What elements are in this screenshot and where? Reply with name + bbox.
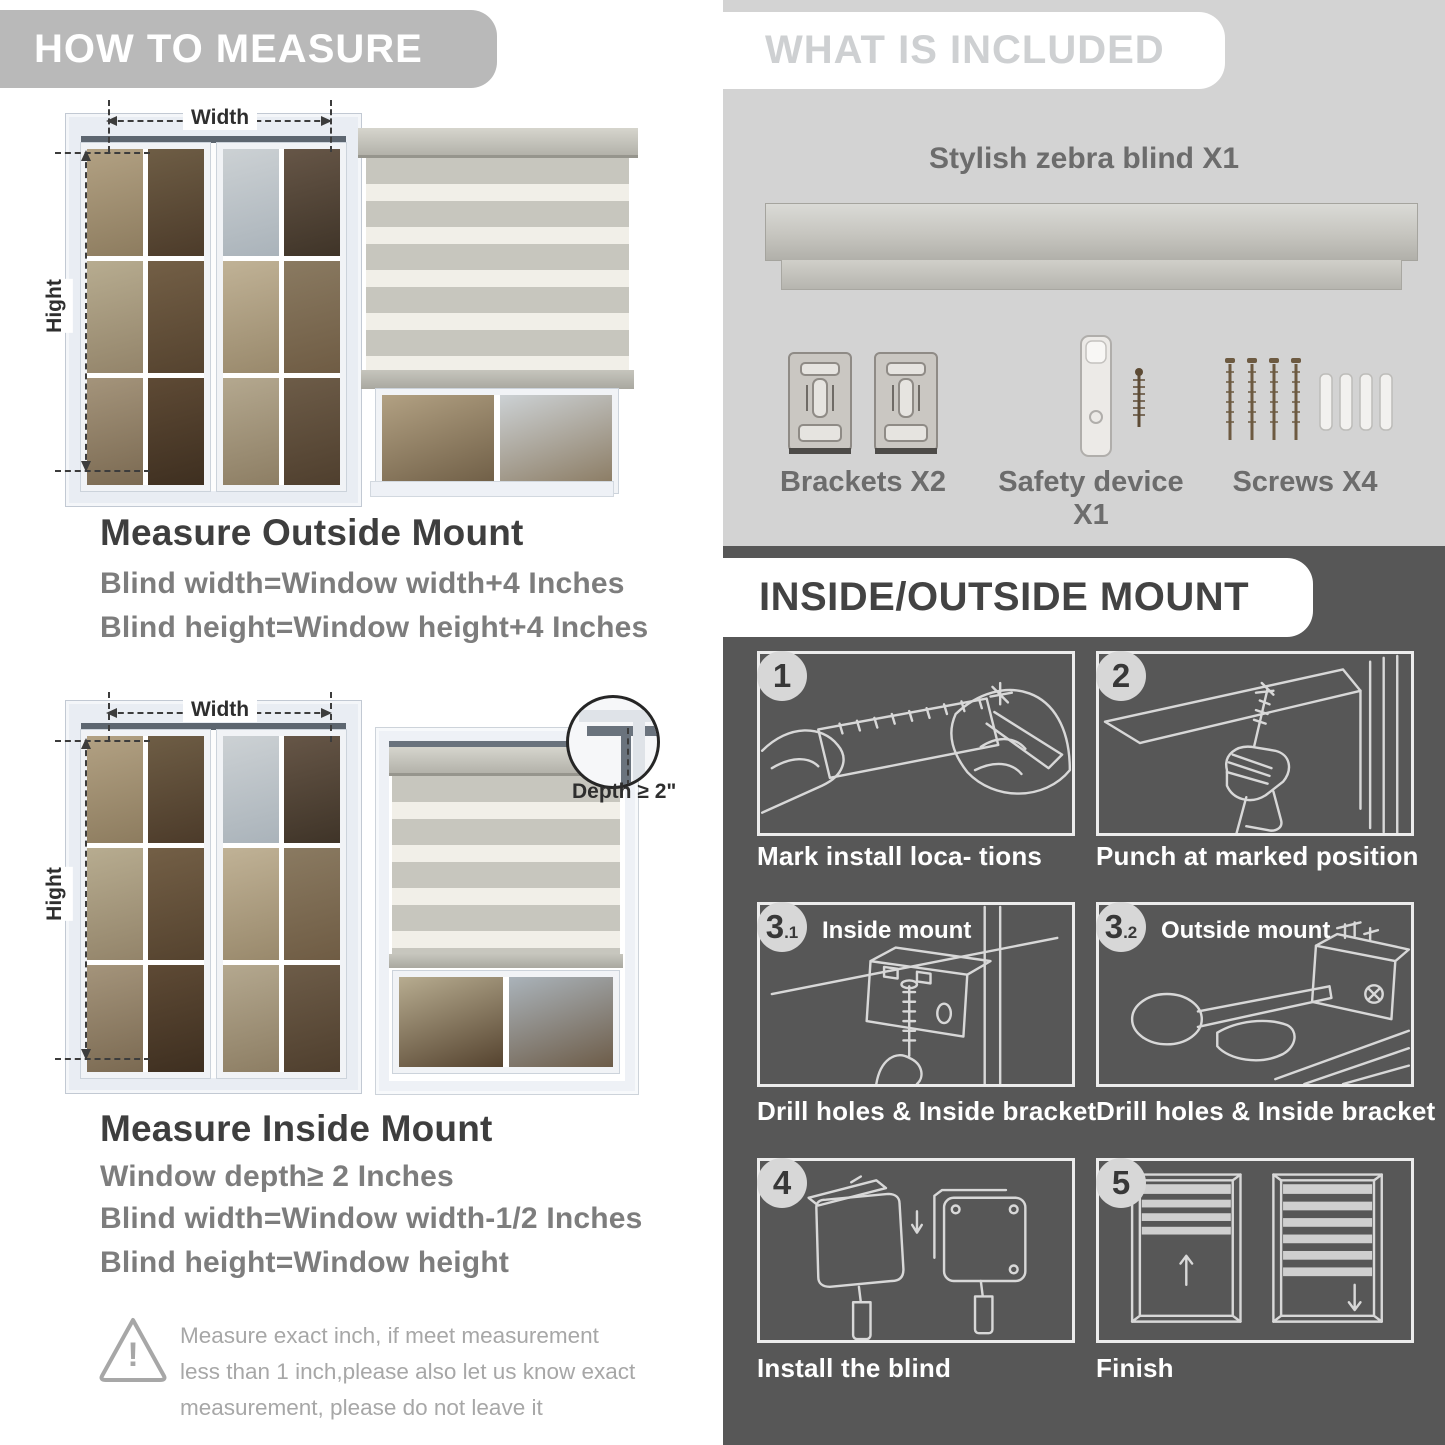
outside-mount-title: Measure Outside Mount	[100, 512, 524, 553]
step-5-badge: 5	[1096, 1158, 1146, 1208]
warning-text: Measure exact inch, if meet measurement less than 1 inch,please also let us know exact measurement, please do not leave it	[180, 1323, 636, 1420]
inside-outside-mount-section	[723, 546, 1445, 1445]
step-3-1-title: Inside mount	[822, 917, 972, 944]
hight-label-outside: Hight	[37, 279, 73, 333]
hight-arrow-outside	[85, 152, 87, 470]
depth-label: Depth ≥ 2"	[572, 780, 677, 803]
step-2-panel	[1096, 651, 1414, 836]
window-sash-right	[217, 730, 346, 1078]
safety-device-icon	[1053, 332, 1173, 462]
window-below-blind	[376, 389, 618, 493]
step-1-badge: 1	[757, 651, 807, 701]
hight-label-inside: Hight	[37, 867, 73, 921]
mount-section-header	[723, 558, 1313, 637]
hight-tick-top	[55, 740, 150, 742]
width-tick-left	[108, 100, 110, 152]
svg-text:!: !	[127, 1336, 139, 1374]
window-sash-left	[81, 730, 210, 1078]
window-sill	[370, 481, 614, 497]
hight-tick-bottom	[55, 470, 150, 472]
step-2-badge: 2	[1096, 651, 1146, 701]
depth-magnifier-icon	[566, 695, 660, 789]
window-panes	[81, 136, 346, 491]
drill-illustration	[1099, 654, 1411, 833]
step-3-1-panel	[757, 902, 1075, 1087]
inside-mount-rule-depth: Window depth≥ 2 Inches	[100, 1160, 454, 1193]
zebra-blind-bottom-rail	[389, 954, 623, 968]
window-below-blind	[393, 971, 619, 1073]
mark-location-illustration	[760, 654, 1072, 833]
how-to-measure-header	[0, 10, 497, 88]
what-is-included-section	[723, 0, 1445, 546]
zebra-blind-cassette	[358, 128, 638, 158]
width-tick-right	[330, 100, 332, 152]
warning-triangle-icon	[96, 1314, 170, 1384]
safety-device-label: Safety device X1	[998, 466, 1184, 531]
outside-mount-window-illustration	[65, 113, 362, 507]
step-4-badge: 4	[757, 1158, 807, 1208]
how-to-measure-title: HOW TO MEASURE	[34, 26, 423, 71]
step-4-caption: Install the blind	[757, 1353, 952, 1383]
zebra-blind-bottom-rail	[361, 370, 634, 389]
hight-tick-bottom	[55, 1058, 150, 1060]
window-panes	[81, 723, 346, 1078]
step-3-2-caption: Drill holes & Inside bracket	[1096, 1096, 1436, 1126]
brackets-icon	[783, 345, 943, 460]
inside-mount-rule-height: Blind height=Window height	[100, 1246, 510, 1279]
finish-blinds-illustration	[1099, 1161, 1411, 1340]
blind-cassette-lower-image	[781, 260, 1402, 290]
outside-mount-rule-width: Blind width=Window width+4 Inches	[100, 567, 625, 600]
install-blind-illustration	[760, 1161, 1072, 1340]
hight-arrow-inside	[85, 740, 87, 1058]
window-sash-right	[217, 143, 346, 491]
step-5-caption: Finish	[1096, 1353, 1174, 1383]
depth-dashed-line	[627, 728, 629, 786]
frame-corner-dark-edge	[621, 726, 631, 786]
inside-mount-window-illustration	[65, 700, 362, 1094]
screws-label: Screws X4	[1232, 466, 1378, 498]
blind-item-label: Stylish zebra blind X1	[928, 142, 1240, 175]
what-is-included-header	[723, 12, 1225, 89]
step-1-panel	[757, 651, 1075, 836]
step-1-caption: Mark install loca- tions	[757, 841, 1043, 871]
frame-corner-light-edge	[633, 710, 645, 786]
step-3-1-caption: Drill holes & Inside bracket	[757, 1096, 1097, 1126]
step-4-panel	[757, 1158, 1075, 1343]
zebra-blind-fabric	[366, 158, 629, 370]
step-3-2-panel	[1096, 902, 1414, 1087]
screws-icon	[1218, 350, 1403, 450]
what-is-included-title: WHAT IS INCLUDED	[765, 28, 1165, 72]
step-3-2-badge: 3 .2	[1096, 902, 1146, 952]
blind-cassette-image	[765, 203, 1418, 261]
hight-tick-top	[55, 152, 150, 154]
inside-mount-title: Measure Inside Mount	[100, 1108, 493, 1149]
step-3-2-title: Outside mount	[1161, 917, 1331, 944]
inside-mount-rule-width: Blind width=Window width-1/2 Inches	[100, 1202, 643, 1235]
step-5-panel	[1096, 1158, 1414, 1343]
step-2-caption: Punch at marked position	[1096, 841, 1419, 871]
window-sash-left	[81, 143, 210, 491]
width-label-outside: Width	[183, 106, 257, 130]
brackets-label: Brackets X2	[779, 466, 947, 498]
outside-mount-rule-height: Blind height=Window height+4 Inches	[100, 611, 649, 644]
step-3-1-badge: 3 .1	[757, 902, 807, 952]
mount-section-title: INSIDE/OUTSIDE MOUNT	[759, 575, 1250, 619]
width-label-inside: Width	[183, 698, 257, 722]
